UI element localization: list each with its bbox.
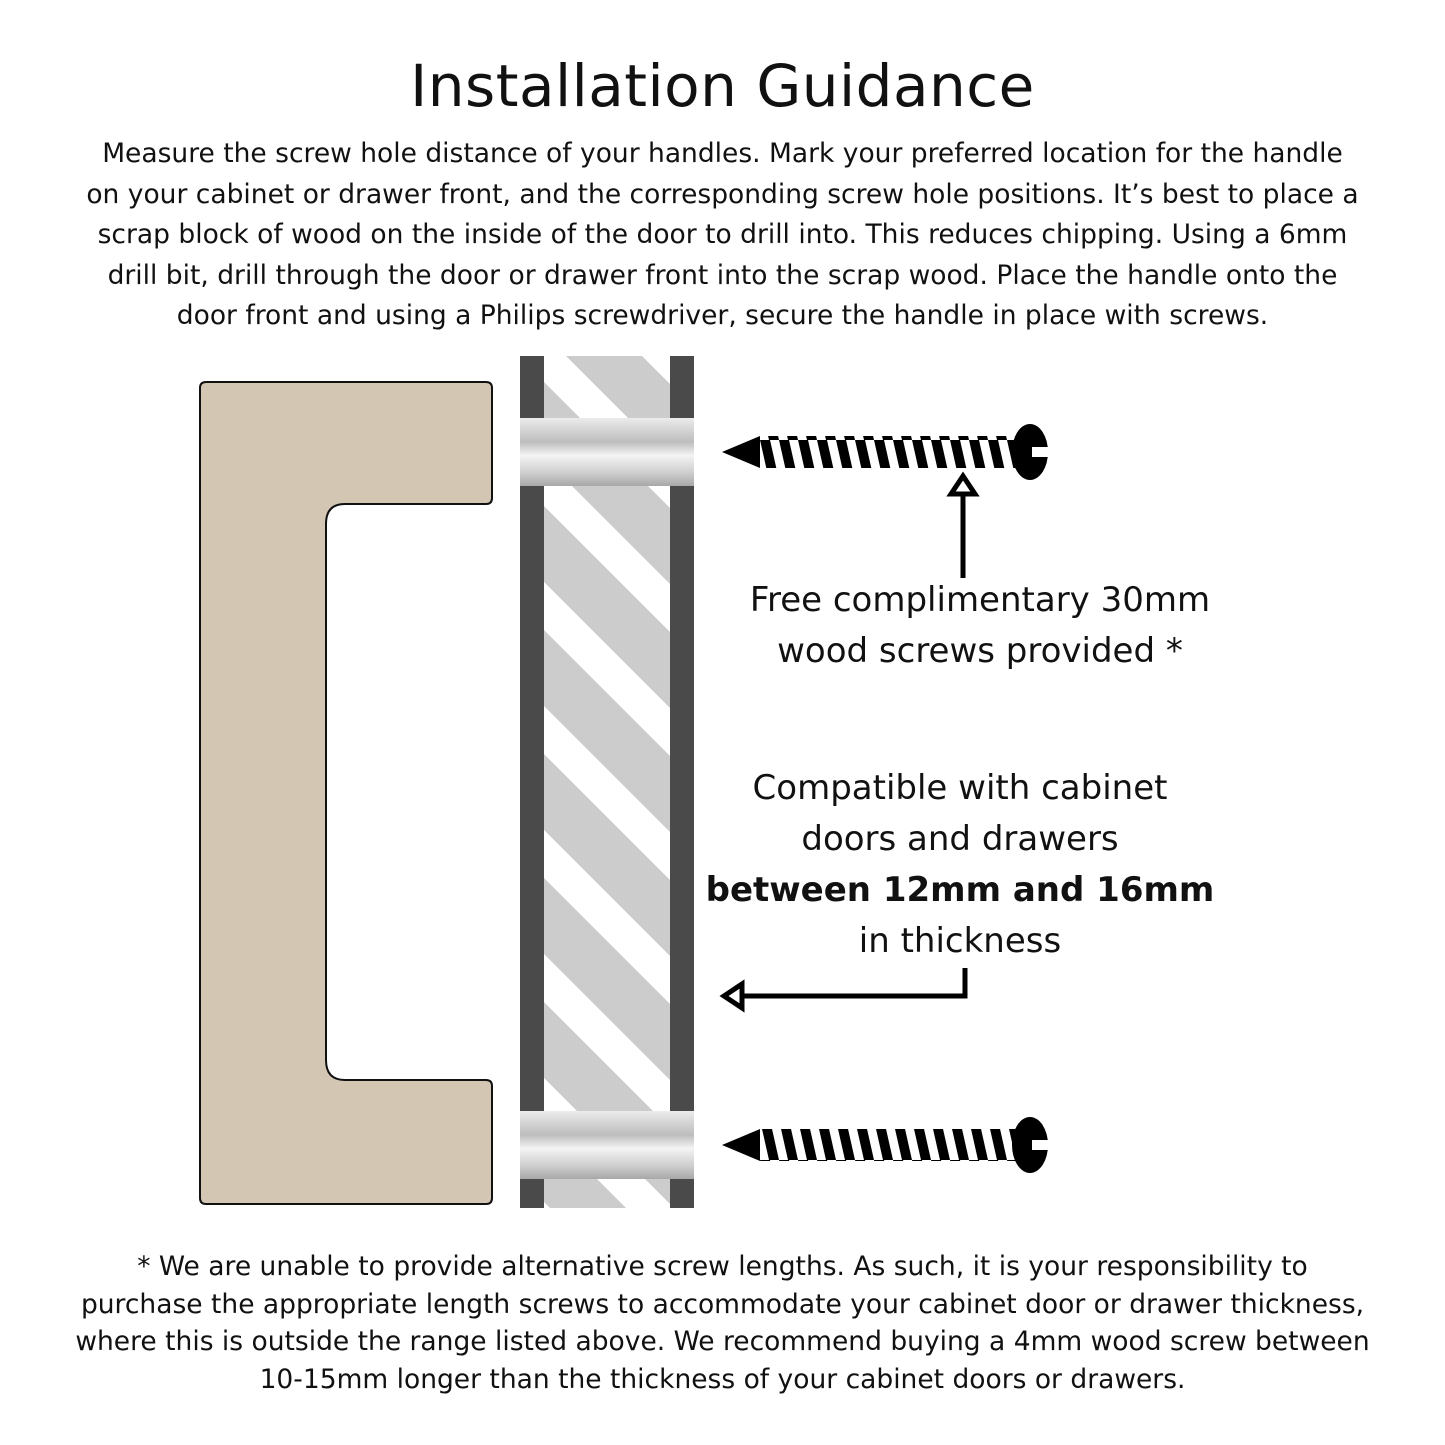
footnote-line: where this is outside the range listed above. We recommend buying a 4mm wood screw between <box>75 1326 1370 1357</box>
compatibility-label <box>680 763 1240 967</box>
intro-line: scrap block of wood on the inside of the door to drill into. This reduces chipping. Using a 6mm <box>97 219 1348 250</box>
arrow-left-icon <box>724 968 965 1008</box>
screws-label-line: Free complimentary 30mm <box>749 580 1211 620</box>
compat-label-line: in thickness <box>858 921 1062 961</box>
footnote-line: 10-15mm longer than the thickness of your cabinet doors or drawers. <box>259 1363 1186 1395</box>
intro-line: drill bit, drill through the door or drawer front into the scrap wood. Place the handle onto the <box>107 259 1338 291</box>
compat-thickness-range: between 12mm and 16mm <box>705 870 1215 910</box>
screw-icon <box>722 424 1052 480</box>
intro-line: on your cabinet or drawer front, and the corresponding screw hole positions. It’s best to place a <box>86 178 1359 210</box>
screws-label-line: wood screws provided * <box>777 631 1183 671</box>
footnote-line: purchase the appropriate length screws to accommodate your cabinet door or drawer thickness, <box>80 1288 1365 1320</box>
intro-line: Measure the screw hole distance of your handles. Mark your preferred location for the handle <box>102 138 1343 169</box>
footnote-line: * We are unable to provide alternative screw lengths. As such, it is your responsibility to <box>137 1251 1308 1282</box>
compat-label-line: Compatible with cabinet <box>752 768 1168 808</box>
intro-line: door front and using a Philips screwdriver, secure the handle in place with screws. <box>176 300 1269 331</box>
footnote-text <box>30 1248 1415 1398</box>
screw-hole-top <box>520 418 694 486</box>
screw-hole-bottom <box>520 1111 694 1179</box>
arrow-up-icon <box>951 476 975 578</box>
page-title: Installation Guidance <box>410 52 1035 120</box>
screws-label <box>700 575 1260 677</box>
handle-profile <box>200 382 492 1204</box>
compat-label-line: doors and drawers <box>801 819 1119 859</box>
intro-text <box>40 134 1405 337</box>
screw-icon <box>722 1117 1052 1173</box>
